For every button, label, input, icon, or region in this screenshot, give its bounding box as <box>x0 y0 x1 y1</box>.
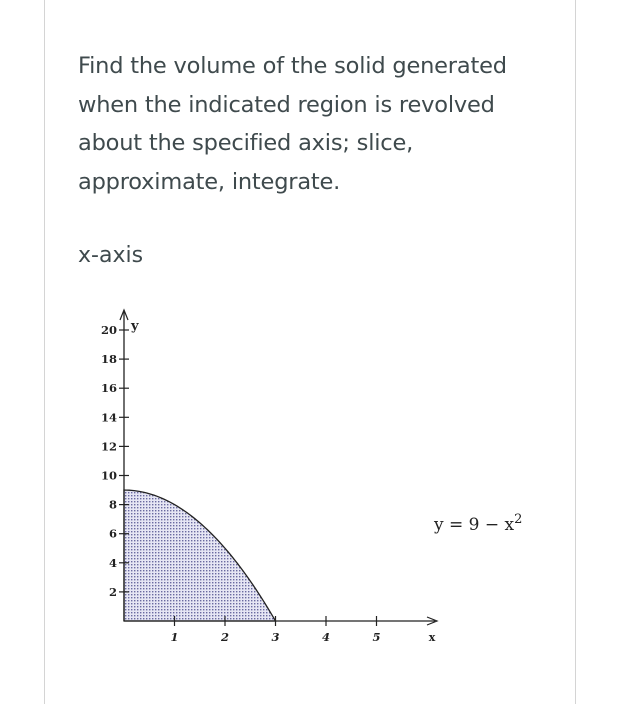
curve-label-text: y = 9 − x <box>434 515 515 535</box>
y-tick-label: 20 <box>100 323 117 337</box>
y-tick-label: 16 <box>100 381 117 396</box>
question-line: about the specified axis; slice, <box>78 130 414 156</box>
question-text <box>78 47 548 201</box>
curve-label-exponent: 2 <box>514 512 523 527</box>
question-line: approximate, integrate. <box>78 168 341 195</box>
question-line: when the indicated region is revolved <box>78 91 495 118</box>
y-tick-label: 14 <box>100 410 117 425</box>
y-tick-label: 6 <box>108 526 117 541</box>
y-tick-label: 12 <box>100 439 117 454</box>
y-tick-label: 4 <box>108 555 117 570</box>
x-axis-name: x <box>428 631 436 644</box>
shaded-region <box>124 490 276 621</box>
question-line: Find the volume of the solid generated <box>78 53 507 79</box>
region-graph <box>80 300 560 670</box>
y-tick-label: 8 <box>108 497 117 512</box>
x-tick-label: 5 <box>372 630 381 644</box>
y-tick-label: 18 <box>100 352 117 367</box>
y-axis-name: y <box>131 319 139 334</box>
x-tick-label: 2 <box>220 630 230 644</box>
y-tick-label: 2 <box>108 584 117 599</box>
axis-of-revolution: x-axis <box>78 243 144 268</box>
curve-label <box>433 512 522 535</box>
x-tick-label: 1 <box>170 630 179 644</box>
x-tick-label: 4 <box>321 630 331 644</box>
graph-svg <box>80 300 560 670</box>
x-tick-label: 3 <box>271 630 280 644</box>
y-tick-label: 10 <box>100 468 117 483</box>
